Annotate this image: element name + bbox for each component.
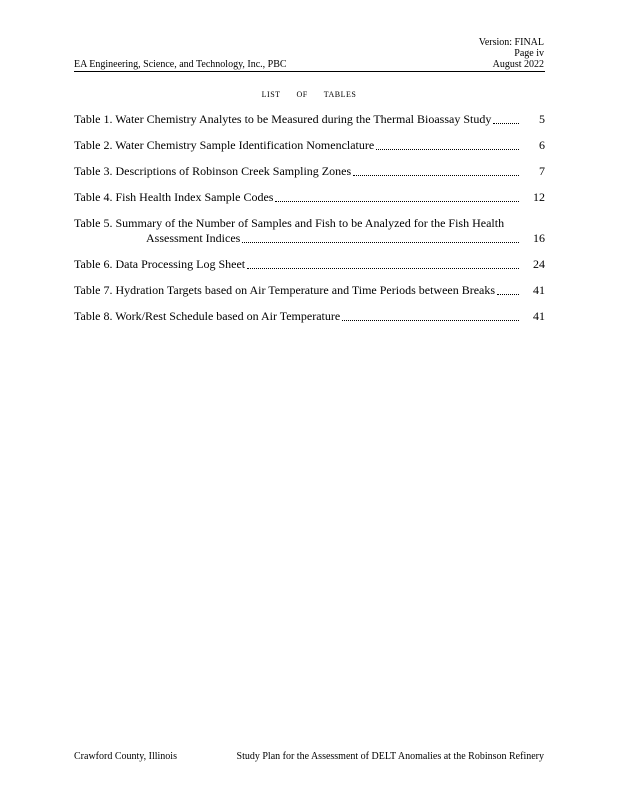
toc-entry-text: Table 6. Data Processing Log Sheet — [74, 257, 246, 271]
header-version-block — [479, 37, 544, 70]
leader-dots — [376, 148, 519, 150]
toc-entry-text: Table 7. Hydration Targets based on Air Temperature and Time Periods between Breaks — [74, 283, 496, 297]
toc-entry-table-2[interactable] — [74, 138, 545, 153]
leader-dots — [493, 122, 519, 124]
toc-title — [0, 90, 618, 99]
toc-entry-text: Table 2. Water Chemistry Sample Identification Nomenclature — [74, 138, 375, 152]
leader-dots — [242, 241, 519, 243]
toc-entry-page: 41 — [533, 309, 545, 323]
leader-dots — [497, 293, 519, 295]
toc-title-word: OF — [296, 90, 308, 99]
toc-entry-table-3[interactable] — [74, 164, 545, 179]
toc-entry-table-5[interactable] — [74, 216, 545, 246]
toc-title-word: TABLES — [323, 90, 357, 99]
list-of-tables — [74, 112, 545, 335]
toc-entry-table-1[interactable] — [74, 112, 545, 127]
toc-entry-page: 41 — [533, 283, 545, 297]
toc-entry-page: 16 — [533, 231, 545, 245]
toc-entry-table-4[interactable] — [74, 190, 545, 205]
toc-entry-table-6[interactable] — [74, 257, 545, 272]
leader-dots — [275, 200, 519, 202]
footer-location: Crawford County, Illinois — [74, 751, 177, 762]
toc-entry-page: 5 — [539, 112, 545, 126]
toc-entry-text: Table 3. Descriptions of Robinson Creek Sampling Zones — [74, 164, 352, 178]
toc-entry-page: 6 — [539, 138, 545, 152]
toc-entry-table-8[interactable] — [74, 309, 545, 324]
leader-dots — [247, 267, 519, 269]
toc-entry-wrap — [74, 216, 545, 246]
footer-document-title: Study Plan for the Assessment of DELT Anomalies at the Robinson Refinery — [236, 751, 544, 762]
toc-entry-line2 — [74, 231, 545, 246]
toc-entry-text: Table 8. Work/Rest Schedule based on Air Temperature — [74, 309, 341, 323]
toc-entry-text: Table 5. Summary of the Number of Samples and Fish to be Analyzed for the Fish Health — [74, 216, 505, 230]
toc-entry-text: Table 1. Water Chemistry Analytes to be Measured during the Thermal Bioassay Study — [74, 112, 492, 126]
leader-dots — [342, 319, 519, 321]
header-company: EA Engineering, Science, and Technology, Inc., PBC — [74, 59, 287, 70]
header-version: Version: FINAL — [478, 37, 544, 48]
header-date: August 2022 — [492, 59, 544, 70]
toc-entry-page: 7 — [539, 164, 545, 178]
leader-dots — [353, 174, 519, 176]
toc-entry-table-7[interactable] — [74, 283, 545, 298]
toc-entry-text-continued: Assessment Indices — [146, 231, 241, 245]
toc-entry-text: Table 4. Fish Health Index Sample Codes — [74, 190, 274, 204]
toc-title-word: LIST — [261, 90, 281, 99]
toc-entry-page: 12 — [533, 190, 545, 204]
header-page-number: Page iv — [514, 48, 544, 59]
header-rule — [74, 71, 545, 72]
toc-entry-page: 24 — [533, 257, 545, 271]
